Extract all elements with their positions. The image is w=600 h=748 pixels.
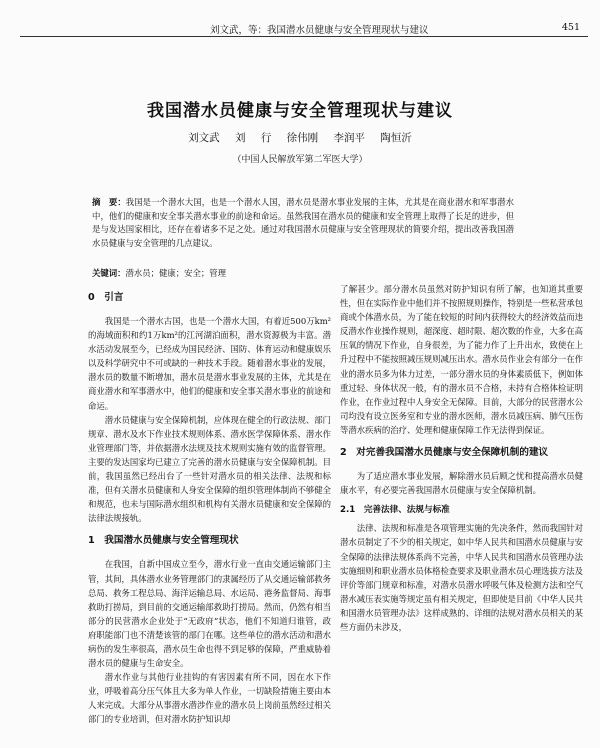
paragraph: 潜水作业与其他行业挂钩的有害因素有所不同，因在水下作业，呼吸着高分压气体且大多为单人作业，一切缺险措施主要由本人来完成。大部分从事潜水潜涉作业的潜水员上岗前虽然经过相关部门的专业培训，但对潜水防护知识却 xyxy=(88,672,331,725)
abstract-label: 摘 要： xyxy=(92,197,126,207)
section-heading-suggestions: 2 对完善我国潜水员健康与安全保障机制的建议 xyxy=(340,447,549,459)
keywords-label: 关键词： xyxy=(92,268,126,278)
affiliation: （中国人民解放军第二军医大学） xyxy=(232,155,368,165)
author-list: 刘文武 刘 行 徐伟刚 李润平 陶恒沂 xyxy=(188,132,412,144)
right-column xyxy=(340,282,583,634)
paragraph: 为了适应潜水事业发展，解除潜水员后顾之忧和提高潜水员健康水平，有必要完善我国潜水员健康与安全保障机制。 xyxy=(340,471,583,496)
abstract-text: 我国是一个潜水大国，也是一个潜水人国，潜水员是潜水事业发展的主体，尤其是在商业潜水和军事潜水中，他们的健康和安全事关潜水事业的前途和命运。虽然我国在潜水员的健康和安全管理上取得了长足的进步，但是与发达国家相比，还存在着诸多不足之处。通过对我国潜水员健康与安全管理现状的简要介绍，提出改善我国潜水员健康与安全管理的几点建议。 xyxy=(92,197,514,248)
paragraph-continued: 了解甚少。部分潜水员虽然对防护知识有所了解，也知道其重要性，但在实际作业中他们并不按照规则操作，特别是一些私营承包商或个体潜水员，为了能在较短的时间内获得较大的经济效益而违反潜水作业操作规则，超深度、超时限、超次数的作业，大多在高压氧的情况下作业，自身很差，为了能力作了上升出水，致使在上升过程中不能按照减压规则减压出水。潜水员作业会有部分一在作业的潜水员多为体力过差，一部分潜水员的身体素质低下，例如体重过轻、身体状况一般，有的潜水员不合格，未持有合格体检证明作业，在作业过程中人身安全无保障。目前，大部分的民营潜水公司均没有设立医务室和专业的潜水医师，潜水员减压病、肺气压伤等潜水疾病的治疗、处理和健康保障工作无法得到保证。 xyxy=(340,284,583,435)
paper-title: 我国潜水员健康与安全管理现状与建议 xyxy=(147,101,453,121)
abstract xyxy=(92,196,514,250)
running-head xyxy=(20,22,588,37)
paragraph: 在我国，自新中国成立至今，潜水行业一直由交通运输部门主管，其间，具体潜水业务管理部门的隶属经历了从交通运输部救务总局、救务工程总局、海洋运输总局、水运局、港务监督局、海事救助打捞局，到目前的交通运输部救助打捞局。然而，仍然有相当部分的民营潜水企业处于“无政府”状态，他们不知道归谁管，政府职能部门也不清楚该管的部门在哪。这些单位的潜水活动和潜水病伤的发生率很高，潜水员生命也得不到足够的保障，严重威胁着潜水员的健康与生命安全。 xyxy=(88,559,331,669)
page-number: 451 xyxy=(561,22,580,33)
paragraph: 法律、法规和标准是各项管理实施的先决条件，然而我国针对潜水员制定了不少的相关规定，如中华人民共和国潜水员健康与安全保障的法律法规体系尚不完善，中华人民共和国潜水员管理办法实施细则和职业潜水员体格检查要求及职业潜水员心理选拔方法及评价等部门规章和标准，对潜水员潜水呼吸气体及检测方法和空气潜水减压表实施等规定虽有相关规定，但即使是目前《中华人民共和国潜水员管理办法》这样成熟的、详细的法规对潜水员相关的某些方面仍未涉及， xyxy=(340,523,583,632)
subsection-heading-laws: 2.1 完善法律、法规与标准 xyxy=(340,505,450,516)
keywords xyxy=(92,267,514,279)
paragraph: 我国是一个潜水古国，也是一个潜水大国，有着近500万km²的海域面积和约1万km²的江河湖泊面积，潜水资源极为丰富。潜水活动发展至今，已经成为国民经济、国防、体育运动和健康娱乐以及科学研究中不可或缺的一种技术手段。随着潜水事业的发展，潜水员的数量不断增加，潜水员是潜水事业发展的主体，尤其是在商业潜水和军事潜水中，他们的健康和安全事关潜水事业的前途和命运。 xyxy=(88,316,331,411)
section-heading-intro: 0 引言 xyxy=(88,292,124,303)
left-column xyxy=(88,282,331,727)
paragraph: 潜水员健康与安全保障机制，应体现在健全的行政法规、部门规章、潜水及水下作业技术规则体系、潜水医学保障体系、潜水作业管理部门等，并依据潜水法规及技术规则实施有效的监督管理。主要的发达国家均已建立了完善的潜水员健康与安全保障机制。目前，我国虽然已经出台了一些针对潜水员的相关法律、法规和标准，但有关潜水员健康和人身安全保障的组织管理体制尚不够健全和规范，也未与国际潜水组织和机构有关潜水员健康和安全保障的法律法规接轨。 xyxy=(88,414,331,524)
keywords-text: 潜水员；健康；安全；管理 xyxy=(125,268,226,278)
section-heading-status: 1 我国潜水员健康与安全管理现状 xyxy=(88,535,239,547)
running-head-text: 刘文武，等：我国潜水员健康与安全管理现状与建议 xyxy=(210,25,429,36)
